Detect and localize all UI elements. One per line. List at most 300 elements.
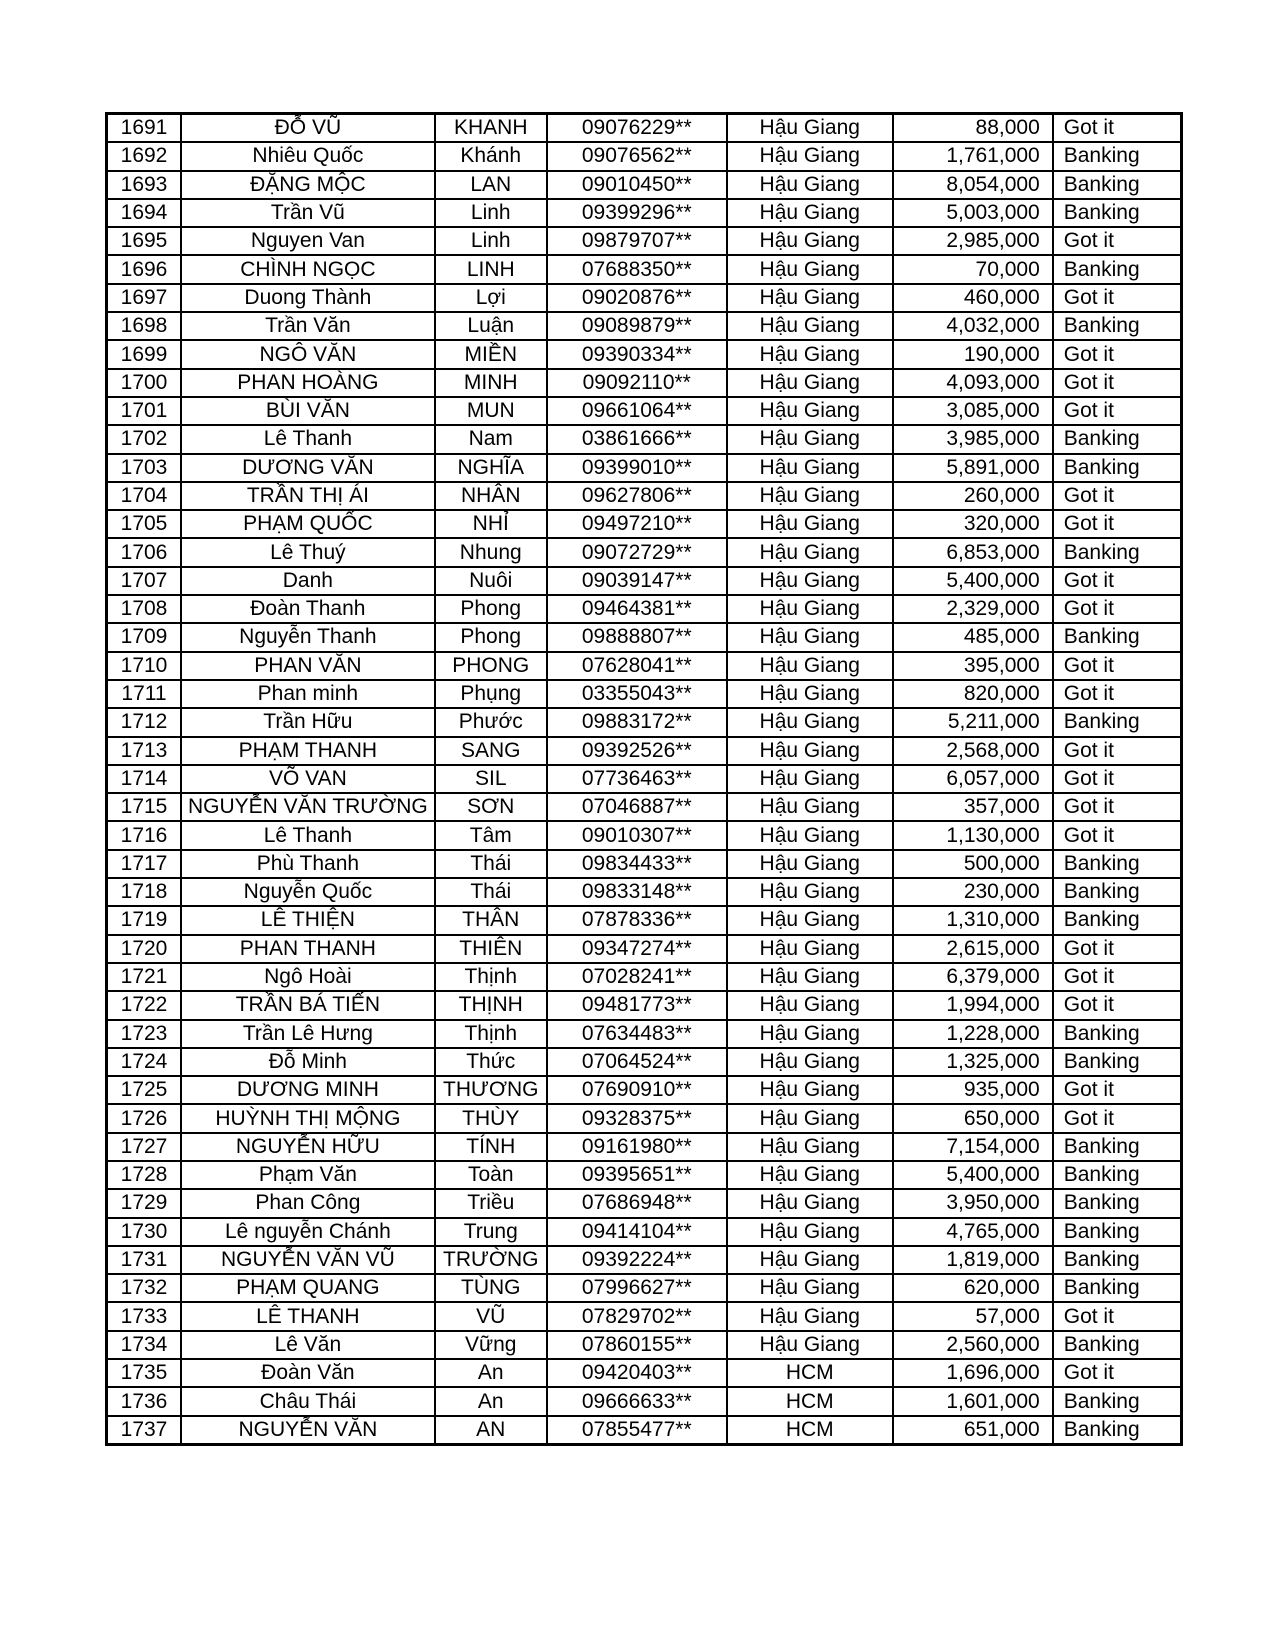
cell-stt: 1695 bbox=[107, 227, 182, 255]
cell-phone: 09392224** bbox=[547, 1246, 727, 1274]
cell-ho-ten-dem: Nhiêu Quốc bbox=[181, 142, 435, 170]
cell-ho-ten-dem: VÕ VAN bbox=[181, 765, 435, 793]
table-row bbox=[107, 1048, 1182, 1076]
cell-method: Got it bbox=[1053, 1076, 1182, 1104]
cell-province: Hậu Giang bbox=[727, 510, 893, 538]
cell-ho-ten-dem: BÙI VĂN bbox=[181, 397, 435, 425]
cell-ten: Phong bbox=[435, 623, 547, 651]
cell-province: Hậu Giang bbox=[727, 1274, 893, 1302]
cell-amount: 5,211,000 bbox=[893, 708, 1053, 736]
cell-method: Got it bbox=[1053, 510, 1182, 538]
cell-province: Hậu Giang bbox=[727, 1246, 893, 1274]
cell-ho-ten-dem: LÊ THIỆN bbox=[181, 906, 435, 934]
cell-amount: 6,853,000 bbox=[893, 538, 1053, 566]
cell-ho-ten-dem: PHAN VĂN bbox=[181, 652, 435, 680]
cell-amount: 485,000 bbox=[893, 623, 1053, 651]
cell-stt: 1723 bbox=[107, 1020, 182, 1048]
cell-amount: 190,000 bbox=[893, 340, 1053, 368]
cell-amount: 1,325,000 bbox=[893, 1048, 1053, 1076]
cell-province: Hậu Giang bbox=[727, 963, 893, 991]
cell-method: Banking bbox=[1053, 1020, 1182, 1048]
cell-phone: 09414104** bbox=[547, 1218, 727, 1246]
cell-ho-ten-dem: Đỗ Minh bbox=[181, 1048, 435, 1076]
table-row bbox=[107, 652, 1182, 680]
cell-province: Hậu Giang bbox=[727, 199, 893, 227]
cell-phone: 07690910** bbox=[547, 1076, 727, 1104]
cell-stt: 1698 bbox=[107, 312, 182, 340]
cell-ten: Phụng bbox=[435, 680, 547, 708]
cell-phone: 09010450** bbox=[547, 171, 727, 199]
cell-ten: LAN bbox=[435, 171, 547, 199]
cell-ten: SƠN bbox=[435, 793, 547, 821]
cell-ho-ten-dem: PHAN THANH bbox=[181, 935, 435, 963]
cell-ho-ten-dem: Lê Thanh bbox=[181, 821, 435, 849]
cell-amount: 57,000 bbox=[893, 1302, 1053, 1330]
cell-phone: 09347274** bbox=[547, 935, 727, 963]
cell-amount: 650,000 bbox=[893, 1104, 1053, 1132]
cell-amount: 6,057,000 bbox=[893, 765, 1053, 793]
cell-method: Got it bbox=[1053, 935, 1182, 963]
cell-method: Banking bbox=[1053, 1274, 1182, 1302]
cell-phone: 09010307** bbox=[547, 821, 727, 849]
table-row bbox=[107, 1104, 1182, 1132]
table-row bbox=[107, 1359, 1182, 1387]
cell-ten: MINH bbox=[435, 369, 547, 397]
cell-ho-ten-dem: Phan minh bbox=[181, 680, 435, 708]
cell-phone: 09039147** bbox=[547, 567, 727, 595]
cell-phone: 07855477** bbox=[547, 1416, 727, 1445]
cell-stt: 1720 bbox=[107, 935, 182, 963]
cell-province: Hậu Giang bbox=[727, 312, 893, 340]
cell-stt: 1700 bbox=[107, 369, 182, 397]
cell-stt: 1714 bbox=[107, 765, 182, 793]
cell-ho-ten-dem: Duong Thành bbox=[181, 284, 435, 312]
cell-stt: 1712 bbox=[107, 708, 182, 736]
cell-ten: Thịnh bbox=[435, 963, 547, 991]
cell-phone: 09464381** bbox=[547, 595, 727, 623]
table-row bbox=[107, 737, 1182, 765]
cell-amount: 7,154,000 bbox=[893, 1133, 1053, 1161]
cell-phone: 09833148** bbox=[547, 878, 727, 906]
cell-ho-ten-dem: Lê Văn bbox=[181, 1331, 435, 1359]
table-row bbox=[107, 142, 1182, 170]
cell-ten: VŨ bbox=[435, 1302, 547, 1330]
cell-ten: Thái bbox=[435, 878, 547, 906]
cell-method: Got it bbox=[1053, 482, 1182, 510]
cell-phone: 09481773** bbox=[547, 991, 727, 1019]
cell-province: Hậu Giang bbox=[727, 340, 893, 368]
cell-method: Banking bbox=[1053, 906, 1182, 934]
table-row bbox=[107, 623, 1182, 651]
cell-phone: 09089879** bbox=[547, 312, 727, 340]
table-row bbox=[107, 171, 1182, 199]
cell-amount: 1,310,000 bbox=[893, 906, 1053, 934]
cell-ten: SANG bbox=[435, 737, 547, 765]
cell-method: Got it bbox=[1053, 1359, 1182, 1387]
cell-province: Hậu Giang bbox=[727, 991, 893, 1019]
cell-ten: NHÂN bbox=[435, 482, 547, 510]
cell-ho-ten-dem: NGÔ VĂN bbox=[181, 340, 435, 368]
table-row bbox=[107, 1076, 1182, 1104]
table-row bbox=[107, 963, 1182, 991]
cell-ho-ten-dem: Trần Lê Hưng bbox=[181, 1020, 435, 1048]
table-row bbox=[107, 510, 1182, 538]
cell-ten: An bbox=[435, 1359, 547, 1387]
table-row bbox=[107, 878, 1182, 906]
cell-stt: 1731 bbox=[107, 1246, 182, 1274]
table-row bbox=[107, 1331, 1182, 1359]
cell-stt: 1722 bbox=[107, 991, 182, 1019]
cell-method: Got it bbox=[1053, 1104, 1182, 1132]
cell-method: Got it bbox=[1053, 284, 1182, 312]
cell-ho-ten-dem: DƯƠNG VĂN bbox=[181, 454, 435, 482]
cell-province: Hậu Giang bbox=[727, 538, 893, 566]
cell-method: Banking bbox=[1053, 878, 1182, 906]
cell-ho-ten-dem: NGUYỄN HỮU bbox=[181, 1133, 435, 1161]
cell-amount: 1,696,000 bbox=[893, 1359, 1053, 1387]
cell-phone: 09834433** bbox=[547, 850, 727, 878]
cell-province: Hậu Giang bbox=[727, 1020, 893, 1048]
cell-amount: 935,000 bbox=[893, 1076, 1053, 1104]
cell-stt: 1711 bbox=[107, 680, 182, 708]
cell-phone: 09076562** bbox=[547, 142, 727, 170]
cell-method: Got it bbox=[1053, 652, 1182, 680]
cell-ho-ten-dem: ĐẶNG MỘC bbox=[181, 171, 435, 199]
cell-method: Banking bbox=[1053, 1246, 1182, 1274]
cell-ho-ten-dem: Đoàn Văn bbox=[181, 1359, 435, 1387]
cell-phone: 09328375** bbox=[547, 1104, 727, 1132]
cell-ho-ten-dem: CHÌNH NGỌC bbox=[181, 255, 435, 283]
cell-ten: Thịnh bbox=[435, 1020, 547, 1048]
cell-province: Hậu Giang bbox=[727, 482, 893, 510]
cell-amount: 1,601,000 bbox=[893, 1387, 1053, 1415]
cell-phone: 07628041** bbox=[547, 652, 727, 680]
cell-ten: Tâm bbox=[435, 821, 547, 849]
cell-phone: 07046887** bbox=[547, 793, 727, 821]
cell-province: Hậu Giang bbox=[727, 652, 893, 680]
table-row bbox=[107, 821, 1182, 849]
cell-phone: 03861666** bbox=[547, 425, 727, 453]
cell-ten: THÂN bbox=[435, 906, 547, 934]
cell-phone: 07829702** bbox=[547, 1302, 727, 1330]
cell-province: Hậu Giang bbox=[727, 567, 893, 595]
cell-province: Hậu Giang bbox=[727, 793, 893, 821]
cell-method: Banking bbox=[1053, 850, 1182, 878]
cell-stt: 1737 bbox=[107, 1416, 182, 1445]
table-row bbox=[107, 850, 1182, 878]
cell-stt: 1708 bbox=[107, 595, 182, 623]
cell-stt: 1729 bbox=[107, 1189, 182, 1217]
cell-province: Hậu Giang bbox=[727, 906, 893, 934]
cell-method: Banking bbox=[1053, 1331, 1182, 1359]
cell-stt: 1693 bbox=[107, 171, 182, 199]
cell-ho-ten-dem: TRẦN THỊ ÁI bbox=[181, 482, 435, 510]
cell-phone: 07736463** bbox=[547, 765, 727, 793]
cell-amount: 3,950,000 bbox=[893, 1189, 1053, 1217]
cell-method: Banking bbox=[1053, 171, 1182, 199]
cell-stt: 1697 bbox=[107, 284, 182, 312]
cell-phone: 09092110** bbox=[547, 369, 727, 397]
cell-ho-ten-dem: Đoàn Thanh bbox=[181, 595, 435, 623]
cell-stt: 1707 bbox=[107, 567, 182, 595]
cell-method: Banking bbox=[1053, 1189, 1182, 1217]
cell-ten: PHONG bbox=[435, 652, 547, 680]
cell-province: Hậu Giang bbox=[727, 878, 893, 906]
cell-method: Got it bbox=[1053, 765, 1182, 793]
cell-stt: 1718 bbox=[107, 878, 182, 906]
cell-amount: 88,000 bbox=[893, 114, 1053, 143]
cell-ho-ten-dem: NGUYỄN VĂN VŨ bbox=[181, 1246, 435, 1274]
table-row bbox=[107, 595, 1182, 623]
cell-ho-ten-dem: Châu Thái bbox=[181, 1387, 435, 1415]
table-row bbox=[107, 935, 1182, 963]
cell-stt: 1734 bbox=[107, 1331, 182, 1359]
cell-method: Got it bbox=[1053, 680, 1182, 708]
cell-phone: 09888807** bbox=[547, 623, 727, 651]
cell-province: Hậu Giang bbox=[727, 369, 893, 397]
cell-amount: 3,085,000 bbox=[893, 397, 1053, 425]
cell-phone: 09399010** bbox=[547, 454, 727, 482]
cell-ten: Trung bbox=[435, 1218, 547, 1246]
table-row bbox=[107, 199, 1182, 227]
cell-ten: AN bbox=[435, 1416, 547, 1445]
data-table bbox=[105, 112, 1183, 1446]
table-row bbox=[107, 1302, 1182, 1330]
cell-ho-ten-dem: Nguyen Van bbox=[181, 227, 435, 255]
cell-method: Got it bbox=[1053, 227, 1182, 255]
table-row bbox=[107, 369, 1182, 397]
cell-phone: 07064524** bbox=[547, 1048, 727, 1076]
cell-ten: Phong bbox=[435, 595, 547, 623]
cell-amount: 500,000 bbox=[893, 850, 1053, 878]
cell-amount: 1,819,000 bbox=[893, 1246, 1053, 1274]
cell-method: Banking bbox=[1053, 1048, 1182, 1076]
table-row bbox=[107, 114, 1182, 143]
cell-province: Hậu Giang bbox=[727, 821, 893, 849]
cell-province: Hậu Giang bbox=[727, 1161, 893, 1189]
cell-amount: 4,093,000 bbox=[893, 369, 1053, 397]
cell-ten: SIL bbox=[435, 765, 547, 793]
cell-province: Hậu Giang bbox=[727, 1302, 893, 1330]
cell-ten: TRƯỜNG bbox=[435, 1246, 547, 1274]
cell-method: Banking bbox=[1053, 425, 1182, 453]
table-row bbox=[107, 708, 1182, 736]
cell-province: Hậu Giang bbox=[727, 737, 893, 765]
cell-amount: 5,400,000 bbox=[893, 567, 1053, 595]
cell-province: Hậu Giang bbox=[727, 850, 893, 878]
cell-amount: 1,994,000 bbox=[893, 991, 1053, 1019]
cell-amount: 70,000 bbox=[893, 255, 1053, 283]
cell-ten: TÍNH bbox=[435, 1133, 547, 1161]
cell-stt: 1732 bbox=[107, 1274, 182, 1302]
cell-ho-ten-dem: PHẠM THANH bbox=[181, 737, 435, 765]
cell-phone: 09420403** bbox=[547, 1359, 727, 1387]
cell-province: Hậu Giang bbox=[727, 1133, 893, 1161]
cell-ten: Thái bbox=[435, 850, 547, 878]
cell-ho-ten-dem: Trần Vũ bbox=[181, 199, 435, 227]
cell-stt: 1717 bbox=[107, 850, 182, 878]
cell-method: Got it bbox=[1053, 567, 1182, 595]
cell-ho-ten-dem: Lê Thuý bbox=[181, 538, 435, 566]
cell-stt: 1726 bbox=[107, 1104, 182, 1132]
cell-stt: 1702 bbox=[107, 425, 182, 453]
cell-method: Got it bbox=[1053, 737, 1182, 765]
cell-stt: 1706 bbox=[107, 538, 182, 566]
cell-ho-ten-dem: PHẠM QUANG bbox=[181, 1274, 435, 1302]
cell-method: Banking bbox=[1053, 1218, 1182, 1246]
cell-method: Got it bbox=[1053, 1302, 1182, 1330]
cell-phone: 09390334** bbox=[547, 340, 727, 368]
cell-phone: 07996627** bbox=[547, 1274, 727, 1302]
cell-amount: 2,329,000 bbox=[893, 595, 1053, 623]
cell-stt: 1725 bbox=[107, 1076, 182, 1104]
cell-stt: 1736 bbox=[107, 1387, 182, 1415]
cell-province: Hậu Giang bbox=[727, 425, 893, 453]
cell-phone: 07686948** bbox=[547, 1189, 727, 1217]
cell-ten: THỊNH bbox=[435, 991, 547, 1019]
cell-stt: 1719 bbox=[107, 906, 182, 934]
table-row bbox=[107, 1416, 1182, 1445]
cell-method: Banking bbox=[1053, 538, 1182, 566]
cell-ho-ten-dem: Lê Thanh bbox=[181, 425, 435, 453]
table-row bbox=[107, 1387, 1182, 1415]
cell-stt: 1715 bbox=[107, 793, 182, 821]
cell-phone: 09392526** bbox=[547, 737, 727, 765]
cell-amount: 6,379,000 bbox=[893, 963, 1053, 991]
cell-phone: 07860155** bbox=[547, 1331, 727, 1359]
cell-ho-ten-dem: PHẠM QUỐC bbox=[181, 510, 435, 538]
cell-phone: 09161980** bbox=[547, 1133, 727, 1161]
cell-province: HCM bbox=[727, 1416, 893, 1445]
cell-method: Got it bbox=[1053, 963, 1182, 991]
cell-province: Hậu Giang bbox=[727, 142, 893, 170]
cell-method: Got it bbox=[1053, 114, 1182, 143]
cell-province: Hậu Giang bbox=[727, 255, 893, 283]
cell-ho-ten-dem: Ngô Hoài bbox=[181, 963, 435, 991]
cell-ho-ten-dem: Nguyễn Thanh bbox=[181, 623, 435, 651]
cell-stt: 1691 bbox=[107, 114, 182, 143]
cell-ten: MUN bbox=[435, 397, 547, 425]
table-row bbox=[107, 227, 1182, 255]
cell-province: Hậu Giang bbox=[727, 765, 893, 793]
cell-ten: Linh bbox=[435, 227, 547, 255]
cell-method: Got it bbox=[1053, 793, 1182, 821]
cell-province: Hậu Giang bbox=[727, 454, 893, 482]
cell-ten: KHANH bbox=[435, 114, 547, 143]
table-row bbox=[107, 1133, 1182, 1161]
cell-phone: 09661064** bbox=[547, 397, 727, 425]
table-body bbox=[107, 114, 1182, 1445]
cell-stt: 1696 bbox=[107, 255, 182, 283]
cell-ten: Nuôi bbox=[435, 567, 547, 595]
cell-stt: 1724 bbox=[107, 1048, 182, 1076]
cell-method: Banking bbox=[1053, 142, 1182, 170]
cell-ho-ten-dem: Phù Thanh bbox=[181, 850, 435, 878]
table-row bbox=[107, 312, 1182, 340]
cell-ten: Nam bbox=[435, 425, 547, 453]
cell-province: Hậu Giang bbox=[727, 623, 893, 651]
cell-ten: LINH bbox=[435, 255, 547, 283]
cell-ho-ten-dem: Phan Công bbox=[181, 1189, 435, 1217]
cell-province: Hậu Giang bbox=[727, 595, 893, 623]
table-row bbox=[107, 255, 1182, 283]
cell-ten: Khánh bbox=[435, 142, 547, 170]
table-row bbox=[107, 1161, 1182, 1189]
cell-phone: 09666633** bbox=[547, 1387, 727, 1415]
cell-ten: Luận bbox=[435, 312, 547, 340]
cell-phone: 09883172** bbox=[547, 708, 727, 736]
cell-stt: 1713 bbox=[107, 737, 182, 765]
cell-phone: 07634483** bbox=[547, 1020, 727, 1048]
cell-stt: 1728 bbox=[107, 1161, 182, 1189]
table-row bbox=[107, 1189, 1182, 1217]
cell-province: HCM bbox=[727, 1359, 893, 1387]
cell-method: Got it bbox=[1053, 397, 1182, 425]
cell-amount: 357,000 bbox=[893, 793, 1053, 821]
cell-amount: 230,000 bbox=[893, 878, 1053, 906]
cell-method: Banking bbox=[1053, 1161, 1182, 1189]
cell-amount: 260,000 bbox=[893, 482, 1053, 510]
cell-ten: An bbox=[435, 1387, 547, 1415]
cell-amount: 395,000 bbox=[893, 652, 1053, 680]
cell-amount: 2,985,000 bbox=[893, 227, 1053, 255]
cell-province: Hậu Giang bbox=[727, 708, 893, 736]
table-row bbox=[107, 680, 1182, 708]
cell-ten: Thức bbox=[435, 1048, 547, 1076]
cell-method: Got it bbox=[1053, 821, 1182, 849]
cell-ten: Phước bbox=[435, 708, 547, 736]
cell-method: Banking bbox=[1053, 199, 1182, 227]
cell-amount: 5,400,000 bbox=[893, 1161, 1053, 1189]
cell-ho-ten-dem: Danh bbox=[181, 567, 435, 595]
cell-phone: 03355043** bbox=[547, 680, 727, 708]
cell-ten: Triều bbox=[435, 1189, 547, 1217]
cell-stt: 1703 bbox=[107, 454, 182, 482]
cell-province: Hậu Giang bbox=[727, 1104, 893, 1132]
cell-ho-ten-dem: Lê nguyễn Chánh bbox=[181, 1218, 435, 1246]
cell-amount: 460,000 bbox=[893, 284, 1053, 312]
cell-province: Hậu Giang bbox=[727, 397, 893, 425]
cell-ho-ten-dem: PHAN HOÀNG bbox=[181, 369, 435, 397]
table-row bbox=[107, 284, 1182, 312]
cell-stt: 1701 bbox=[107, 397, 182, 425]
cell-stt: 1704 bbox=[107, 482, 182, 510]
cell-province: Hậu Giang bbox=[727, 935, 893, 963]
cell-method: Banking bbox=[1053, 1416, 1182, 1445]
cell-amount: 5,003,000 bbox=[893, 199, 1053, 227]
cell-stt: 1716 bbox=[107, 821, 182, 849]
cell-province: Hậu Giang bbox=[727, 1076, 893, 1104]
cell-ho-ten-dem: LÊ THANH bbox=[181, 1302, 435, 1330]
cell-ten: Toàn bbox=[435, 1161, 547, 1189]
cell-amount: 1,761,000 bbox=[893, 142, 1053, 170]
cell-ho-ten-dem: Trần Hữu bbox=[181, 708, 435, 736]
table-row bbox=[107, 1246, 1182, 1274]
cell-amount: 320,000 bbox=[893, 510, 1053, 538]
cell-province: Hậu Giang bbox=[727, 1218, 893, 1246]
cell-ho-ten-dem: NGUYỄN VĂN TRƯỜNG bbox=[181, 793, 435, 821]
cell-amount: 2,568,000 bbox=[893, 737, 1053, 765]
cell-stt: 1721 bbox=[107, 963, 182, 991]
cell-ten: MIỀN bbox=[435, 340, 547, 368]
table-row bbox=[107, 482, 1182, 510]
cell-ten: Nhung bbox=[435, 538, 547, 566]
cell-ten: TÙNG bbox=[435, 1274, 547, 1302]
cell-amount: 1,228,000 bbox=[893, 1020, 1053, 1048]
table-row bbox=[107, 1218, 1182, 1246]
cell-ho-ten-dem: DƯƠNG MINH bbox=[181, 1076, 435, 1104]
cell-province: Hậu Giang bbox=[727, 1048, 893, 1076]
